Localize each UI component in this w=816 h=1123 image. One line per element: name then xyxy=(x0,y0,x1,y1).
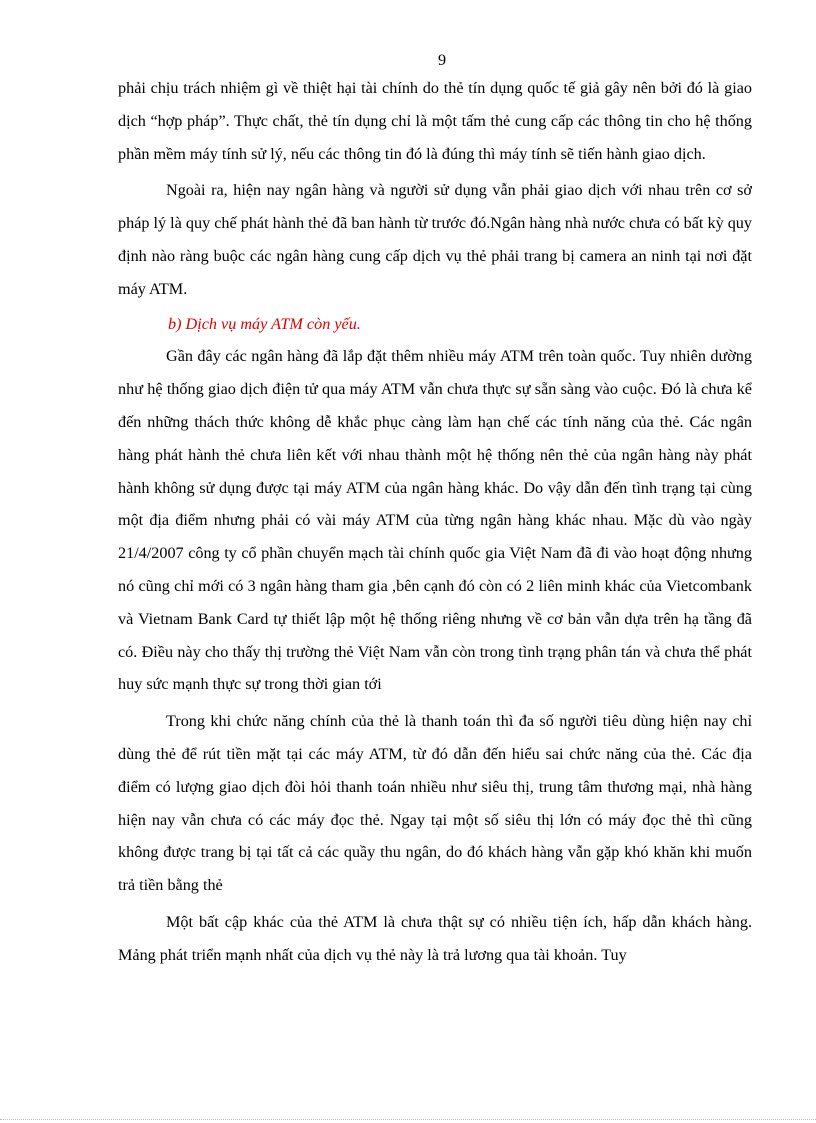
paragraph-legal-basis: Ngoài ra, hiện nay ngân hàng và người sử dụng vẫn phải giao dịch với nhau trên cơ sở pháp lý là quy chế phát hành thẻ đã ban hành từ trước đó.Ngân hàng nhà nước chưa có bất kỳ quy định nào ràng buộc các ngân hàng cung cấp dịch vụ thẻ phải trang bị camera an ninh tại nơi đặt máy ATM. xyxy=(118,181,752,298)
section-heading: b) Dịch vụ máy ATM còn yếu. xyxy=(168,314,361,333)
page-number: 9 xyxy=(437,51,447,69)
paragraph-continuation: phải chịu trách nhiệm gì về thiệt hại tài chính do thẻ tín dụng quốc tế giả gây nên bởi đó là giao dịch “hợp pháp”. Thực chất, thẻ tín dụng chỉ là một tấm thẻ cung cấp các thông tin cho hệ thống phần mềm máy tính sử lý, nếu các thông tin đó là đúng thì máy tính sẽ tiến hành giao dịch. xyxy=(118,79,752,163)
page-bottom-rule xyxy=(0,1119,816,1120)
paragraph-atm-drawbacks: Một bất cập khác của thẻ ATM là chưa thật sự có nhiều tiện ích, hấp dẫn khách hàng. Mảng phát triển mạnh nhất của dịch vụ thẻ này là trả lương qua tài khoản. Tuy xyxy=(118,912,752,964)
paragraph-atm-network: Gần đây các ngân hàng đã lắp đặt thêm nhiều máy ATM trên toàn quốc. Tuy nhiên dường như hệ thống giao dịch điện tử qua máy ATM vẫn chưa thực sự sẵn sàng vào cuộc. Đó là chưa kể đến những thách thức không dễ khắc phục càng làm hạn chế các tính năng của thẻ. Các ngân hàng phát hành thẻ chưa liên kết với nhau thành một hệ thống nên thẻ của ngân hàng này phát hành không sử dụng được tại máy ATM của ngân hàng khác. Do vậy dẫn đến tình trạng tại cùng một địa điểm nhưng phải có vài máy ATM của từng ngân hàng khác nhau. Mặc dù vào ngày 21/4/2007 công ty cổ phần chuyển mạch tài chính quốc gia Việt Nam đã đi vào hoạt động nhưng nó cũng chỉ mới có 3 ngân hàng tham gia ,bên cạnh đó còn có 2 liên minh khác của Vietcombank và Vietnam Bank Card tự thiết lập một hệ thống riêng nhưng về cơ bản vẫn dựa trên hạ tầng đã có. Điều này cho thấy thị trường thẻ Việt Nam vẫn còn trong tình trạng phân tán và chưa thể phát huy sức mạnh thực sự trong thời gian tới xyxy=(118,347,752,694)
paragraph-card-usage: Trong khi chức năng chính của thẻ là thanh toán thì đa số người tiêu dùng hiện nay chỉ dùng thẻ để rút tiền mặt tại các máy ATM, từ đó dẫn đến hiểu sai chức năng của thẻ. Các địa điểm có lượng giao dịch đòi hỏi thanh toán nhiều như siêu thị, trung tâm thương mại, nhà hàng hiện nay vẫn chưa có các máy đọc thẻ. Ngay tại một số siêu thị lớn có máy đọc thẻ thì cũng không được trang bị tại tất cả các quầy thu ngân, do đó khách hàng vẫn gặp khó khăn khi muốn trả tiền bằng thẻ xyxy=(118,712,752,895)
